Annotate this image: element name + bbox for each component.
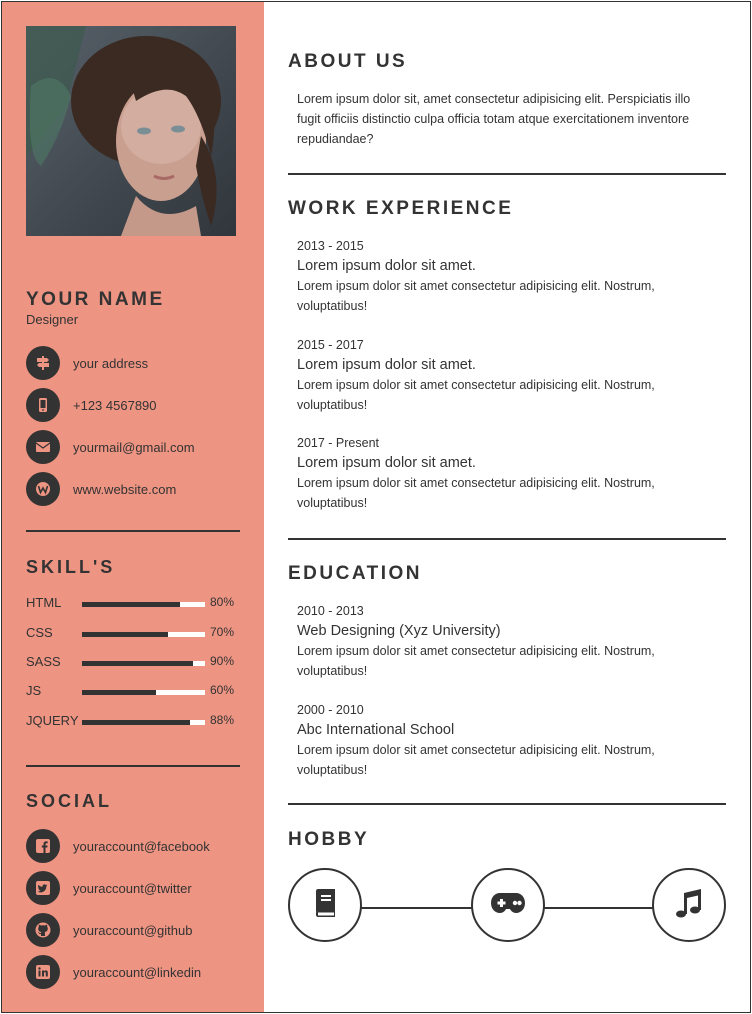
work-title: Lorem ipsum dolor sit amet. [297,455,476,471]
work-item [297,435,717,513]
github-icon [26,913,60,947]
skill-label: HTML [26,595,62,610]
contact-email [26,430,195,464]
work-date: 2017 - Present [297,436,379,450]
work-date: 2013 - 2015 [297,239,364,253]
divider [288,538,726,540]
work-item [297,238,717,316]
profile-name: YOUR NAME [26,289,165,310]
education-heading: EDUCATION [288,563,423,584]
website-icon [26,472,60,506]
skill-fill [82,661,193,666]
music-icon [675,888,703,923]
skill-percent: 88% [210,713,235,727]
social-github[interactable] [26,913,192,947]
signpost-icon [26,346,60,380]
skill-fill [82,632,168,637]
skill-percent: 60% [210,683,235,697]
about-heading: ABOUT US [288,51,408,72]
hobby-gaming [471,868,545,942]
skill-label: SASS [26,654,61,669]
social-twitter[interactable] [26,871,192,905]
skill-percent: 80% [210,595,235,609]
work-desc: Lorem ipsum dolor sit amet consectetur adipisicing elit. Nostrum, voluptatibus! [297,378,655,412]
skill-fill [82,602,180,607]
skill-fill [82,690,156,695]
contact-address-text: your address [73,355,149,371]
education-desc: Lorem ipsum dolor sit amet consectetur adipisicing elit. Nostrum, voluptatibus! [297,743,655,777]
phone-icon [26,388,60,422]
skill-label: CSS [26,625,53,640]
contact-website [26,472,176,506]
skill-css [26,625,240,643]
skill-js [26,683,240,701]
education-item [297,603,717,681]
skill-fill [82,720,190,725]
social-facebook-text: youraccount@facebook [73,838,210,854]
education-title: Web Designing (Xyz University) [297,623,501,639]
work-desc: Lorem ipsum dolor sit amet consectetur adipisicing elit. Nostrum, voluptatibus! [297,279,655,313]
work-heading: WORK EXPERIENCE [288,198,514,219]
sidebar [2,2,264,1013]
hobby-music [652,868,726,942]
education-date: 2010 - 2013 [297,604,364,618]
contact-website-text: www.website.com [73,481,177,497]
education-item [297,702,717,780]
social-github-text: youraccount@github [73,922,193,938]
work-desc: Lorem ipsum dolor sit amet consectetur adipisicing elit. Nostrum, voluptatibus! [297,476,655,510]
skill-label: JS [26,683,42,698]
education-desc: Lorem ipsum dolor sit amet consectetur adipisicing elit. Nostrum, voluptatibus! [297,644,655,678]
about-text: Lorem ipsum dolor sit, amet consectetur adipisicing elit. Perspiciatis illo fugit officiis distinctio culpa officia totam atque exercitationem inventore repudiandae? [297,92,691,146]
social-heading: SOCIAL [26,791,113,811]
book-icon [312,888,338,923]
hobby-heading: HOBBY [288,829,370,850]
social-linkedin[interactable] [26,955,201,989]
main-content [264,2,751,1013]
work-date: 2015 - 2017 [297,338,364,352]
skills-heading: SKILL'S [26,557,116,577]
work-item [297,337,717,415]
linkedin-icon [26,955,60,989]
twitter-icon [26,871,60,905]
envelope-icon [26,430,60,464]
social-facebook[interactable] [26,829,210,863]
contact-address [26,346,148,380]
divider [288,173,726,175]
contact-email-text: yourmail@gmail.com [73,439,195,455]
contact-phone-text: +123 4567890 [73,397,157,413]
social-twitter-text: youraccount@twitter [73,880,192,896]
skill-label: JQUERY [26,713,79,728]
skill-html [26,595,240,613]
skill-percent: 70% [210,625,235,639]
skill-percent: 90% [210,654,235,668]
education-title: Abc International School [297,722,455,738]
skill-bar [82,661,205,666]
hobby-reading [288,868,362,942]
social-linkedin-text: youraccount@linkedin [73,964,202,980]
skill-bar [82,690,205,695]
work-title: Lorem ipsum dolor sit amet. [297,258,476,274]
education-date: 2000 - 2010 [297,703,364,717]
skill-jquery [26,713,240,731]
profile-title: Designer [26,312,79,327]
divider [288,803,726,805]
work-title: Lorem ipsum dolor sit amet. [297,357,476,373]
resume [1,1,751,1013]
divider [26,530,240,532]
skill-bar [82,632,205,637]
profile-photo [26,26,236,236]
contact-phone [26,388,157,422]
skill-sass [26,654,240,672]
gamepad-icon [490,892,526,919]
facebook-icon [26,829,60,863]
divider [26,765,240,767]
skill-bar [82,602,205,607]
skill-bar [82,720,205,725]
